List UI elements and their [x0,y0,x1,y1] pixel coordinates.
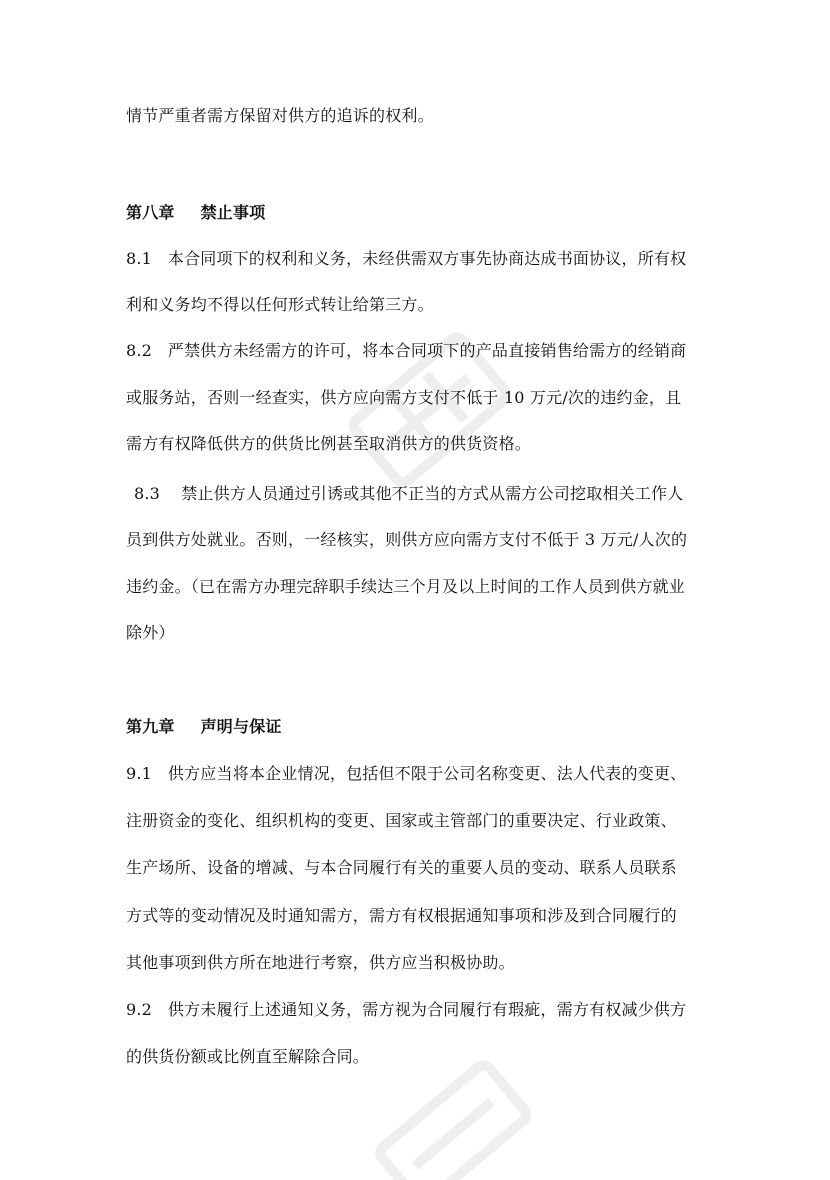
clause-8-3-line-1 [134,483,734,505]
clause-text: 供方未履行上述通知义务，需方视为合同履行有瑕疵，需方有权减少供方 [167,1000,687,1019]
clause-9-2-line-2: 的供货份额或比例直至解除合同。 [126,1047,370,1066]
clause-8-2-line-1 [126,340,726,362]
clause-8-3-line-3: 违约金。（已在需方办理完辞职手续达三个月及以上时间的工作人员到供方就业 [126,577,686,596]
clause-8-2-line-3: 需方有权降低供方的供货比例甚至取消供方的供货资格。 [126,434,532,453]
clause-number: 9.2 [126,1000,153,1019]
clause-9-1-line-4: 方式等的变动情况及时通知需方，需方有权根据通知事项和涉及到合同履行的 [126,906,677,925]
intro-line: 情节严重者需方保留对供方的追诉的权利。 [126,106,434,125]
clause-9-2-line-1 [126,999,726,1021]
clause-9-1-line-2: 注册资金的变化、组织机构的变更、国家或主管部门的重要决定、行业政策、 [126,811,677,830]
clause-8-2-line-2: 或服务站，否则一经查实，供方应向需方支付不低于 10 万元/次的违约金，且 [126,388,682,407]
clause-8-1-line-2: 利和义务均不得以任何形式转让给第三方。 [126,295,434,314]
clause-text: 严禁供方未经需方的许可，将本合同项下的产品直接销售给需方的经销商 [167,341,687,360]
clause-text: 供方应当将本企业情况，包括但不限于公司名称变更、法人代表的变更、 [167,764,687,783]
clause-8-3-line-2: 员到供方处就业。否则，一经核实，则供方应向需方支付不低于 3 万元/人次的 [126,530,688,549]
chapter-9-title: 声明与保证 [200,717,282,736]
chapter-8-title: 禁止事项 [200,203,266,222]
clause-9-1-line-1 [126,763,726,785]
clause-8-1-line-1 [126,248,726,270]
clause-text: 禁止供方人员通过引诱或其他不正当的方式从需方公司挖取相关工作人 [181,484,684,503]
clause-8-3-line-4: 除外） [126,623,175,642]
clause-number: 8.1 [126,249,153,268]
clause-9-1-line-5: 其他事项到供方所在地进行考察，供方应当积极协助。 [126,953,515,972]
chapter-8-number: 第八章 [126,203,175,222]
clause-number: 8.3 [134,484,161,503]
chapter-8-heading [126,202,726,224]
clause-number: 9.1 [126,764,153,783]
clause-9-1-line-3: 生产场所、设备的增减、与本合同履行有关的重要人员的变动、联系人员联系 [126,858,677,877]
chapter-9-number: 第九章 [126,717,175,736]
clause-number: 8.2 [126,341,153,360]
clause-text: 本合同项下的权利和义务，未经供需双方事先协商达成书面协议，所有权 [167,249,687,268]
chapter-9-heading [126,716,726,738]
